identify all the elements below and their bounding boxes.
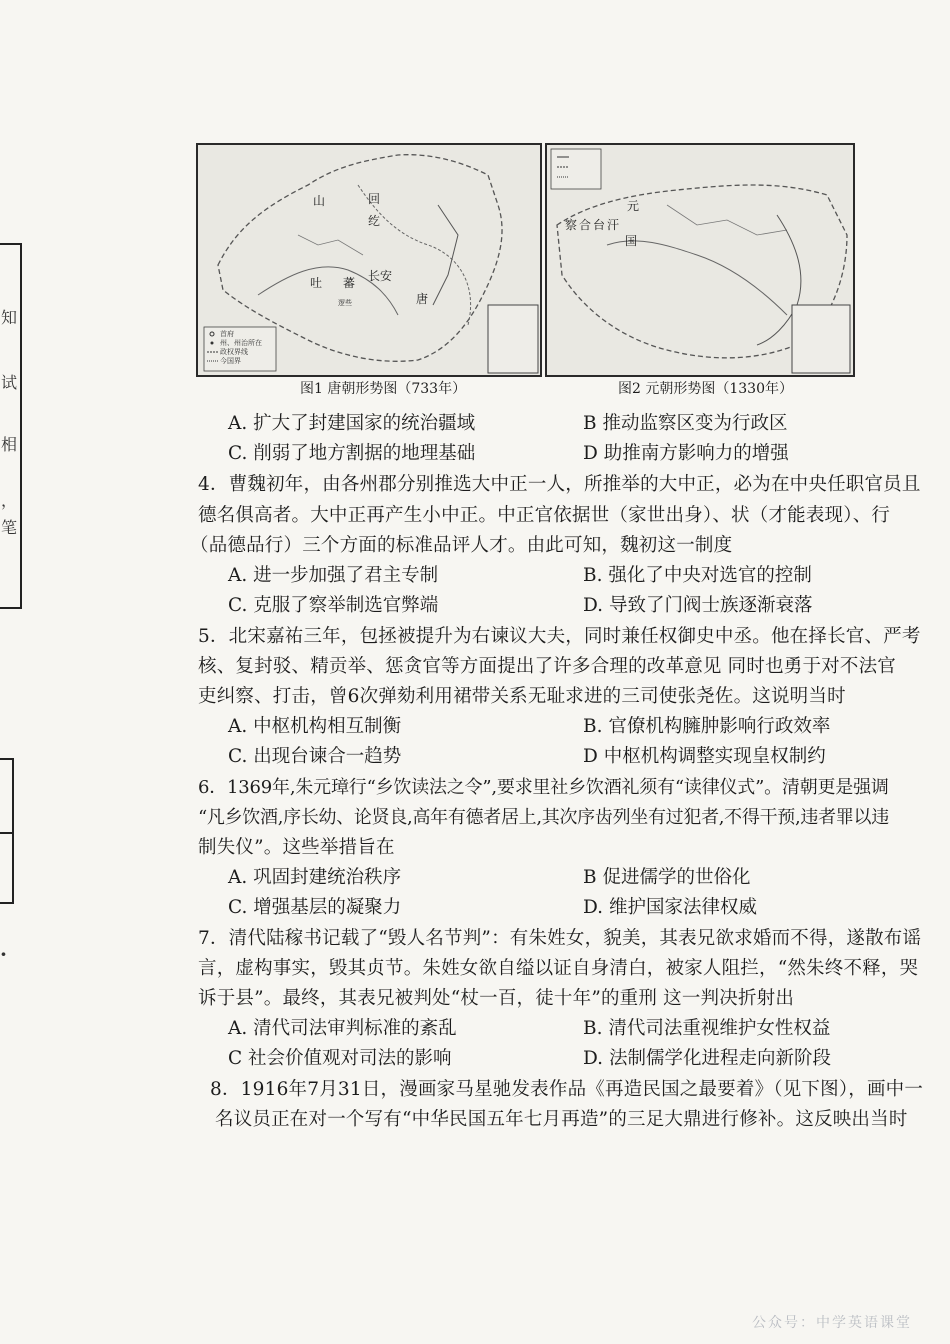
q4-option-c-label: C. — [228, 595, 248, 616]
margin-char-2: 试 — [1, 373, 18, 392]
q6-option-d — [583, 893, 757, 919]
q4-option-c-text: 克服了察举制选官弊端 — [253, 595, 439, 616]
q5-option-b — [583, 712, 830, 738]
tang-label-fan: 蕃 — [343, 276, 356, 290]
q5-option-d — [583, 742, 826, 768]
yuan-label-yuan: 元 — [627, 199, 640, 213]
q7-option-c-label: C — [228, 1048, 243, 1069]
tang-legend-2: 州、州治所在 — [220, 339, 262, 347]
q3-option-a-label: A. — [228, 413, 248, 434]
margin-box-lower — [0, 830, 14, 904]
q6-option-b-text: 促进儒学的世俗化 — [602, 867, 751, 888]
q7-option-d-text: 法制儒学化进程走向新阶段 — [608, 1048, 831, 1069]
yuan-map-caption: 图2 元朝形势图（1330年） — [618, 381, 793, 397]
q5-option-b-label: B. — [583, 716, 603, 737]
q4-option-d — [583, 591, 812, 617]
q7-option-a-text: 清代司法审判标准的紊乱 — [253, 1018, 457, 1039]
q4-stem-line-2: 德名俱高者。大中正再产生小中正。中正官依据世（家世出身）、状（才能表现）、行 — [198, 505, 891, 526]
q5-stem-line-2: 核、复封驳、精贡举、惩贪官等方面提出了许多合理的改革意见 同时也勇于对不法官 — [198, 656, 896, 677]
q7-option-a-label: A. — [228, 1018, 248, 1039]
q4-option-a — [228, 561, 438, 587]
q6-stem-line-2: “凡乡饮酒,序长幼、论贤良,高年有德者居上,其次序齿列坐有过犯者,不得干预,违者罪以违 — [198, 807, 889, 828]
q3-option-d-label: D — [583, 443, 598, 464]
margin-box-middle — [0, 758, 14, 834]
margin-char-1: 知 — [1, 308, 18, 327]
q3-option-d-text: 助推南方影响力的增强 — [603, 443, 789, 464]
tang-label-tang: 唐 — [416, 292, 429, 306]
tang-label-he: 纥 — [368, 214, 381, 228]
q7-stem-line-1: 7．清代陆稼书记载了“毁人名节判”：有朱姓女，貌美，其表兄欲求婚而不得，遂散布谣 — [198, 928, 922, 949]
q7-stem-line-2: 言，虚构事实，毁其贞节。朱姓女欲自缢以证自身清白，被家人阻拦，“然朱终不释，哭 — [198, 958, 919, 979]
q6-option-d-text: 维护国家法律权威 — [608, 897, 757, 918]
q4-option-b-text: 强化了中央对选官的控制 — [608, 565, 812, 586]
q4-option-d-label: D. — [583, 595, 604, 616]
margin-char-5: 笔 — [1, 518, 18, 537]
q5-stem-line-3: 吏纠察、打击，曾6次弹劾利用裙带关系无耻求进的三司使张尧佐。这说明当时 — [198, 686, 846, 707]
q7-option-c — [228, 1044, 452, 1070]
tang-legend-3: 政权界线 — [220, 348, 248, 356]
q5-option-c-label: C. — [228, 746, 248, 767]
watermark: 公众号：中学英语课堂 — [752, 1315, 912, 1331]
margin-box-top — [0, 243, 22, 609]
q7-option-b-label: B. — [583, 1018, 603, 1039]
q4-stem-line-1: 4．曹魏初年，由各州郡分别推选大中正一人，所推举的大中正，必为在中央任职官员且 — [198, 474, 921, 495]
q5-option-d-text: 中枢机构调整实现皇权制约 — [603, 746, 826, 767]
q5-stem-line-1: 5．北宋嘉祐三年，包拯被提升为右谏议大夫，同时兼任权御史中丞。他在择长官、严考 — [198, 626, 921, 647]
q6-stem-line-3: 制失仪”。这些举措旨在 — [198, 837, 395, 858]
yuan-label-cha: 察 — [565, 218, 578, 232]
yuan-map-drawing — [547, 145, 853, 375]
tang-legend-4: 今国界 — [220, 357, 241, 365]
tang-map-caption: 图1 唐朝形势图（733年） — [300, 381, 467, 397]
q6-option-b-label: B — [583, 867, 597, 888]
tang-label-shan: 山 — [313, 194, 326, 208]
margin-dot: · — [0, 942, 7, 966]
yuan-label-guo: 国 — [625, 234, 638, 248]
yuan-label-han: 汗 — [607, 218, 620, 232]
q5-option-d-label: D — [583, 746, 598, 767]
q5-option-a-text: 中枢机构相互制衡 — [253, 716, 402, 737]
q3-option-c — [228, 439, 475, 465]
tang-label-tu: 吐 — [310, 276, 323, 290]
q7-option-a — [228, 1014, 457, 1040]
q5-option-c — [228, 742, 401, 768]
margin-char-4: ， — [1, 491, 18, 510]
q4-option-c — [228, 591, 438, 617]
q7-option-b — [583, 1014, 830, 1040]
q3-option-c-label: C. — [228, 443, 248, 464]
tang-legend-1: 首府 — [220, 330, 234, 338]
q3-option-b-label: B — [583, 413, 597, 434]
tang-label-luoxie: 逻些 — [338, 299, 352, 307]
tang-map-drawing — [198, 145, 540, 375]
q5-option-a — [228, 712, 401, 738]
q7-option-b-text: 清代司法重视维护女性权益 — [608, 1018, 831, 1039]
q5-option-b-text: 官僚机构臃肿影响行政效率 — [608, 716, 831, 737]
q3-option-b-text: 推动监察区变为行政区 — [602, 413, 788, 434]
q6-option-d-label: D. — [583, 897, 604, 918]
q6-option-c — [228, 893, 401, 919]
q6-option-a — [228, 863, 401, 889]
margin-char-3: 相 — [1, 435, 18, 454]
q4-option-a-label: A. — [228, 565, 248, 586]
yuan-label-he: 合 — [579, 218, 592, 232]
q4-option-b — [583, 561, 812, 587]
q3-option-a — [228, 409, 475, 435]
q6-option-c-text: 增强基层的凝聚力 — [253, 897, 402, 918]
q5-option-c-text: 出现台谏合一趋势 — [253, 746, 402, 767]
q4-option-a-text: 进一步加强了君主专制 — [253, 565, 439, 586]
q8-stem-line-2: 名议员正在对一个写有“中华民国五年七月再造”的三足大鼎进行修补。这反映出当时 — [215, 1109, 908, 1130]
q8-stem-line-1: 8．1916年7月31日，漫画家马星驰发表作品《再造民国之最要着》（见下图），画中一 — [210, 1079, 924, 1100]
q3-option-a-text: 扩大了封建国家的统治疆域 — [253, 413, 476, 434]
q6-stem-line-1: 6．1369年,朱元璋行“乡饮读法之令”,要求里社乡饮酒礼须有“读律仪式”。清朝更是强调 — [198, 777, 889, 798]
q6-option-a-text: 巩固封建统治秩序 — [253, 867, 402, 888]
q7-stem-line-3: 诉于县”。最终，其表兄被判处“杖一百，徒十年”的重刑 这一判决折射出 — [198, 988, 795, 1009]
q4-stem-line-3: （品德品行）三个方面的标准品评人才。由此可知，魏初这一制度 — [190, 535, 733, 556]
yuan-map — [545, 143, 855, 377]
q7-option-d-label: D. — [583, 1048, 604, 1069]
q7-option-c-text: 社会价值观对司法的影响 — [248, 1048, 452, 1069]
tang-map — [196, 143, 542, 377]
tang-label-hui: 回 — [368, 192, 381, 206]
yuan-label-tai: 台 — [593, 218, 606, 232]
q5-option-a-label: A. — [228, 716, 248, 737]
q4-option-d-text: 导致了门阀士族逐渐衰落 — [608, 595, 813, 616]
q6-option-c-label: C. — [228, 897, 248, 918]
q6-option-b — [583, 863, 751, 889]
q7-option-d — [583, 1044, 831, 1070]
q3-option-d — [583, 439, 789, 465]
q3-option-b — [583, 409, 788, 435]
q6-option-a-label: A. — [228, 867, 248, 888]
q3-option-c-text: 削弱了地方割据的地理基础 — [253, 443, 476, 464]
q4-option-b-label: B. — [583, 565, 603, 586]
tang-label-changan: 长安 — [368, 269, 393, 283]
